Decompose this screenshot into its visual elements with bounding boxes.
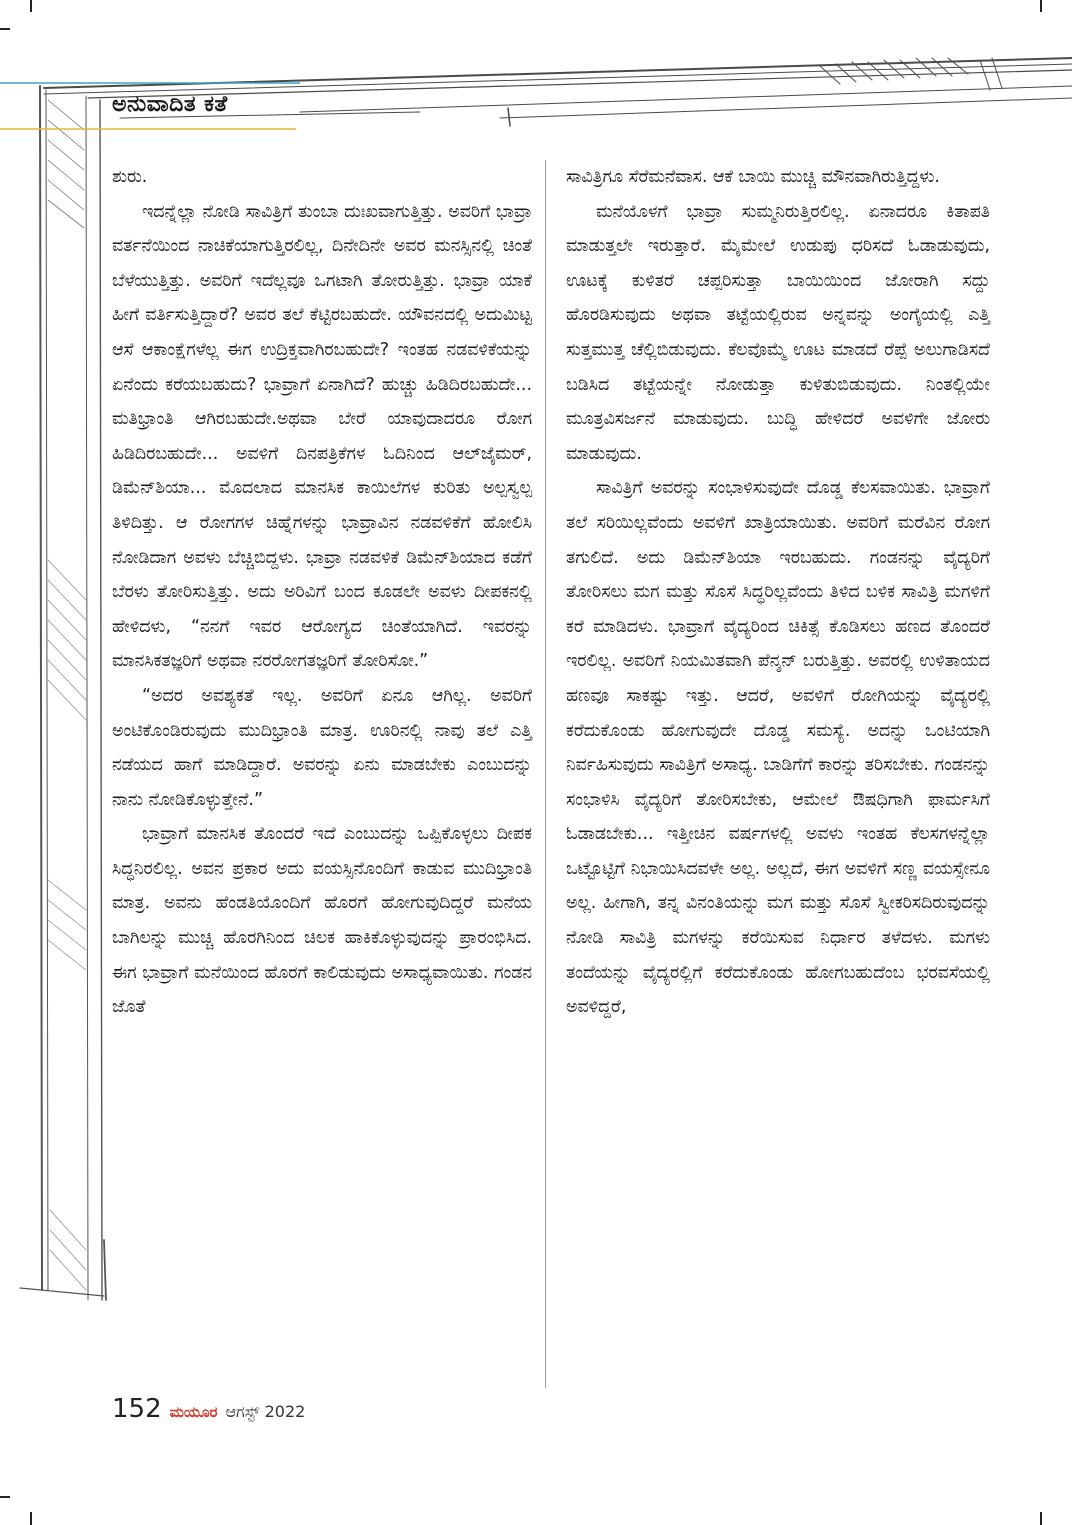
magazine-logo: ಮಯೂರ xyxy=(169,1403,218,1421)
paragraph: ಸಾವಿತ್ರಿಗೆ ಅವರನ್ನು ಸಂಭಾಳಿಸುವುದೇ ದೊಡ್ಡ ಕೆಲಸವಾಯಿತು. ಭಾವ್ರಾಗೆ ತಲೆ ಸರಿಯಿಲ್ಲವೆಂದು ಅವಳಿಗೆ ಖಾತ್ರಿಯಾಯಿತು. ಅವರಿಗೆ ಮರೆವಿನ ರೋಗ ತಗುಲಿದೆ. ಅದು ಡಿಮೆನ್‌ಶಿಯಾ ಇರಬಹುದು. ಗಂಡನನ್ನು ವೈದ್ಯರಿಗೆ ತೋರಿಸಲು ಮಗ ಮತ್ತು ಸೊಸೆ ಸಿದ್ಧರಿಲ್ಲವೆಂದು ತಿಳಿದ ಬಳಿಕ ಸಾವಿತ್ರಿ ಮಗಳಿಗೆ ಕರೆ ಮಾಡಿದಳು. ಭಾವ್ರಾಗೆ ವೈದ್ಯರಿಂದ ಚಿಕಿತ್ಸೆ ಕೊಡಿಸಲು ಹಣದ ತೊಂದರೆ ಇರಲಿಲ್ಲ. ಅವರಿಗೆ ನಿಯಮಿತವಾಗಿ ಪೆನ್ಶನ್ ಬರುತ್ತಿತ್ತು. ಅವರಲ್ಲಿ ಉಳಿತಾಯದ ಹಣವೂ ಸಾಕಷ್ಟು ಇತ್ತು. ಆದರೆ, ಅವಳಿಗೆ ರೋಗಿಯನ್ನು ವೈದ್ಯರಲ್ಲಿ ಕರೆದುಕೊಂಡು ಹೋಗುವುದೇ ದೊಡ್ಡ ಸಮಸ್ಯೆ. ಅದನ್ನು ಒಂಟಿಯಾಗಿ ನಿರ್ವಹಿಸುವುದು ಸಾವಿತ್ರಿಗೆ ಅಸಾಧ್ಯ. ಬಾಡಿಗೆಗೆ ಕಾರನ್ನು ತರಿಸಬೇಕು. ಗಂಡನನ್ನು ಸಂಭಾಳಿಸಿ ವೈದ್ಯರಿಗೆ ತೋರಿಸಬೇಕು, ಆಮೇಲೆ ಔಷಧಿಗಾಗಿ ಫಾರ್ಮಸಿಗೆ ಓಡಾಡಬೇಕು... ಇತ್ತೀಚಿನ ವರ್ಷಗಳಲ್ಲಿ ಅವಳು ಇಂತಹ ಕೆಲಸಗಳನ್ನೆಲ್ಲಾ ಒಟ್ಟೊಟ್ಟಿಗೆ ನಿಭಾಯಿಸಿದವಳೇ ಅಲ್ಲ. ಅಲ್ಲದೆ, ಈಗ ಅವಳಿಗೆ ಸಣ್ಣ ವಯಸ್ಸೇನೂ ಅಲ್ಲ. ಹೀಗಾಗಿ, ತನ್ನ ವಿನಂತಿಯನ್ನು ಮಗ ಮತ್ತು ಸೊಸೆ ಸ್ವೀಕರಿಸದಿರುವುದನ್ನು ನೋಡಿ ಸಾವಿತ್ರಿ ಮಗಳನ್ನು ಕರೆಯಿಸುವ ನಿರ್ಧಾರ ತಳೆದಳು. ಮಗಳು ತಂದೆಯನ್ನು ವೈದ್ಯರಲ್ಲಿಗೆ ಕರೆದುಕೊಂಡು ಹೋಗಬಹುದೆಂಬ ಭರವಸೆಯಲ್ಲಿ ಅವಳಿದ್ದರೆ, xyxy=(566,478,990,1018)
section-title: ಅನುವಾದಿತ ಕತೆ xyxy=(112,92,228,117)
issue-date: ಆಗಸ್ಟ್ 2022 xyxy=(225,1402,306,1421)
paragraph: ಶುರು. xyxy=(112,167,148,187)
page-footer xyxy=(112,1394,305,1428)
left-column xyxy=(112,160,532,1025)
paragraph: ಮನೆಯೊಳಗೆ ಭಾವ್ರಾ ಸುಮ್ಮನಿರುತ್ತಿರಲಿಲ್ಲ. ಏನಾದರೂ ಕಿತಾಪತಿ ಮಾಡುತ್ತಲೇ ಇರುತ್ತಾರೆ. ಮೈಮೇಲೆ ಉಡುಪು ಧರಿಸದೆ ಓಡಾಡುವುದು, ಊಟಕ್ಕೆ ಕುಳಿತರೆ ಚಪ್ಪರಿಸುತ್ತಾ ಬಾಯಿಯಿಂದ ಜೋರಾಗಿ ಸದ್ದು ಹೊರಡಿಸುವುದು ಅಥವಾ ತಟ್ಟೆಯಲ್ಲಿರುವ ಅನ್ನವನ್ನು ಅಂಗೈಯಲ್ಲಿ ಎತ್ತಿ ಸುತ್ತಮುತ್ತ ಚೆಲ್ಲಿಬಿಡುವುದು. ಕೆಲವೊಮ್ಮೆ ಊಟ ಮಾಡದೆ ರೆಪ್ಪೆ ಅಲುಗಾಡಿಸದೆ ಬಡಿಸಿದ ತಟ್ಟೆಯನ್ನೇ ನೋಡುತ್ತಾ ಕುಳಿತುಬಿಡುವುದು. ನಿಂತಲ್ಲಿಯೇ ಮೂತ್ರವಿಸರ್ಜನೆ ಮಾಡುವುದು. ಬುದ್ಧಿ ಹೇಳಿದರೆ ಅವಳಿಗೇ ಜೋರು ಮಾಡುವುದು. xyxy=(566,201,990,464)
right-column xyxy=(566,160,990,1025)
column-divider xyxy=(545,160,546,1388)
paragraph: ಸಾವಿತ್ರಿಗೂ ಸೆರೆಮನೆವಾಸ. ಆಕೆ ಬಾಯಿ ಮುಚ್ಚಿ ಮೌನವಾಗಿರುತ್ತಿದ್ದಳು. xyxy=(566,167,940,187)
page-number: 152 xyxy=(112,1394,162,1424)
paragraph: ಇದನ್ನೆಲ್ಲಾ ನೋಡಿ ಸಾವಿತ್ರಿಗೆ ತುಂಬಾ ದುಃಖವಾಗುತ್ತಿತ್ತು. ಅವರಿಗೆ ಭಾವ್ರಾ ವರ್ತನೆಯಿಂದ ನಾಚಿಕೆಯಾಗುತ್ತಿರಲಿಲ್ಲ, ದಿನೇದಿನೇ ಅವರ ಮನಸ್ಸಿನಲ್ಲಿ ಚಿಂತೆ ಬೆಳೆಯುತ್ತಿತ್ತು. ಅವರಿಗೆ ಇದೆಲ್ಲವೂ ಒಗಟಾಗಿ ತೋರುತ್ತಿತ್ತು. ಭಾವ್ರಾ ಯಾಕೆ ಹೀಗೆ ವರ್ತಿಸುತ್ತಿದ್ದಾರೆ? ಅವರ ತಲೆ ಕೆಟ್ಟಿರಬಹುದೇ. ಯೌವನದಲ್ಲಿ ಅದುಮಿಟ್ಟ ಆಸೆ ಆಕಾಂಕ್ಷೆಗಳೆಲ್ಲ ಈಗ ಉದ್ರಿಕ್ತವಾಗಿರಬಹುದೇ? ಇಂತಹ ನಡವಳಿಕೆಯನ್ನು ಏನೆಂದು ಕರೆಯಬಹುದು? ಭಾವ್ರಾಗೆ ಏನಾಗಿದೆ? ಹುಚ್ಚು ಹಿಡಿದಿರಬಹುದೇ... ಮತಿಭ್ರಾಂತಿ ಆಗಿರಬಹುದೇ.ಅಥವಾ ಬೇರೆ ಯಾವುದಾದರೂ ರೋಗ ಹಿಡಿದಿರಬಹುದೇ... ಅವಳಿಗೆ ದಿನಪತ್ರಿಕೆಗಳ ಓದಿನಿಂದ ಆಲ್‌ಜೈಮರ್, ಡಿಮೆನ್‌ಶಿಯಾ... ಮೊದಲಾದ ಮಾನಸಿಕ ಕಾಯಿಲೆಗಳ ಕುರಿತು ಅಲ್ಪಸ್ವಲ್ಪ ತಿಳಿದಿತ್ತು. ಆ ರೋಗಗಳ ಚಿಹ್ನೆಗಳನ್ನು ಭಾವ್ರಾವಿನ ನಡವಳಿಕೆಗೆ ಹೋಲಿಸಿ ನೋಡಿದಾಗ ಅವಳು ಬೆಚ್ಚಿಬಿದ್ದಳು. ಭಾವ್ರಾ ನಡವಳಿಕೆ ಡಿಮೆನ್‌ಶಿಯಾದ ಕಡೆಗೆ ಬೆರಳು ತೋರಿಸುತ್ತಿತ್ತು. ಅದು ಅರಿವಿಗೆ ಬಂದ ಕೂಡಲೇ ಅವಳು ದೀಪಕನಲ್ಲಿ ಹೇಳಿದಳು, “ನನಗೆ ಇವರ ಆರೋಗ್ಯದ ಚಿಂತೆಯಾಗಿದೆ. ಇವರನ್ನು ಮಾನಸಿಕತಜ್ಞರಿಗೆ ಅಥವಾ ನರರೋಗತಜ್ಞರಿಗೆ ತೋರಿಸೋ.” xyxy=(112,201,532,672)
paragraph: “ಅದರ ಅವಶ್ಯಕತೆ ಇಲ್ಲ. ಅವರಿಗೆ ಏನೂ ಆಗಿಲ್ಲ. ಅವರಿಗೆ ಅಂಟಿಕೊಂಡಿರುವುದು ಮುದಿಭ್ರಾಂತಿ ಮಾತ್ರ. ಊರಿನಲ್ಲಿ ನಾವು ತಲೆ ಎತ್ತಿ ನಡೆಯದ ಹಾಗೆ ಮಾಡಿದ್ದಾರೆ. ಅವರನ್ನು ಏನು ಮಾಡಬೇಕು ಎಂಬುದನ್ನು ನಾನು ನೋಡಿಕೊಳ್ಳುತ್ತೇನೆ.” xyxy=(112,685,532,810)
paragraph: ಭಾವ್ರಾಗೆ ಮಾನಸಿಕ ತೊಂದರೆ ಇದೆ ಎಂಬುದನ್ನು ಒಪ್ಪಿಕೊಳ್ಳಲು ದೀಪಕ ಸಿದ್ಧನಿರಲಿಲ್ಲ. ಅವನ ಪ್ರಕಾರ ಅದು ವಯಸ್ಸಿನೊಂದಿಗೆ ಕಾಡುವ ಮುದಿಭ್ರಾಂತಿ ಮಾತ್ರ. ಅವನು ಹೆಂಡತಿಯೊಂದಿಗೆ ಹೊರಗೆ ಹೋಗುವುದಿದ್ದರೆ ಮನೆಯ ಬಾಗಿಲನ್ನು ಮುಚ್ಚಿ ಹೊರಗಿನಿಂದ ಚಿಲಕ ಹಾಕಿಕೊಳ್ಳುವುದನ್ನು ಪ್ರಾರಂಭಿಸಿದ. ಈಗ ಭಾವ್ರಾಗೆ ಮನೆಯಿಂದ ಹೊರಗೆ ಕಾಲಿಡುವುದು ಅಸಾಧ್ಯವಾಯಿತು. ಗಂಡನ ಜೊತೆ xyxy=(112,824,532,1018)
